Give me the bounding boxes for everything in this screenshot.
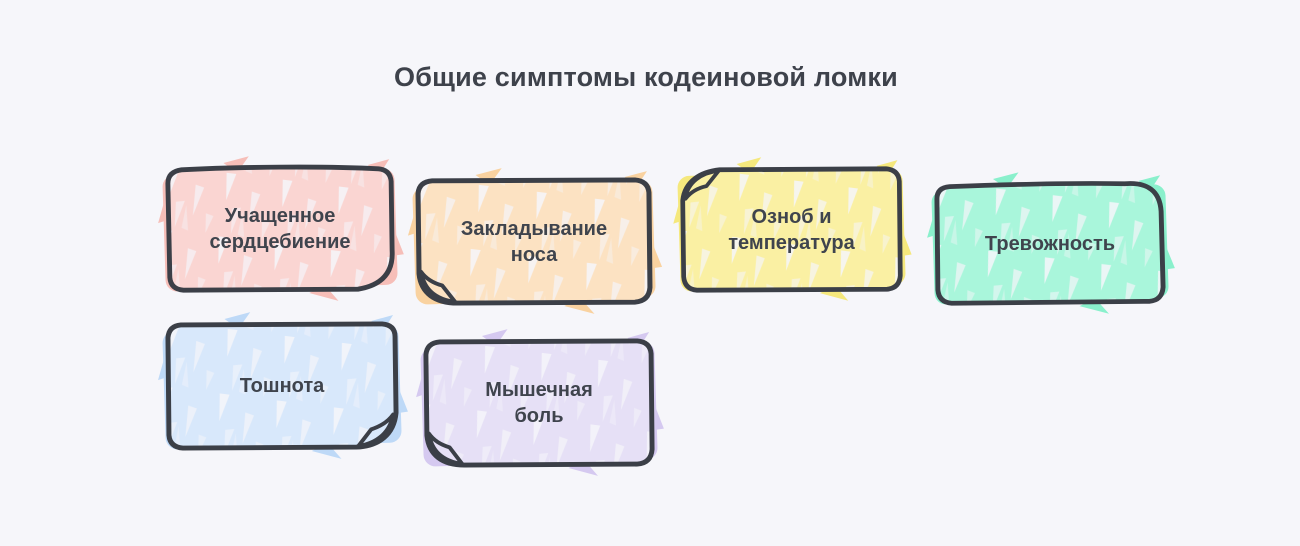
symptom-label: Мышечная боль [485,379,593,427]
symptom-label: Учащенное сердцебиение [209,205,351,253]
symptom-card [163,163,397,295]
symptom-card [421,336,657,470]
symptom-label: Тошнота [239,375,325,397]
symptom-label: Закладывание носа [460,217,608,266]
symptom-card [678,164,905,295]
symptom-card [413,175,655,308]
symptom-label: Тревожность [984,232,1116,255]
symptom-card [163,319,401,453]
diagram-title: Общие симптомы кодеиновой ломки [394,62,898,92]
symptom-card [932,179,1168,308]
symptom-label: Озноб и температура [728,205,855,254]
